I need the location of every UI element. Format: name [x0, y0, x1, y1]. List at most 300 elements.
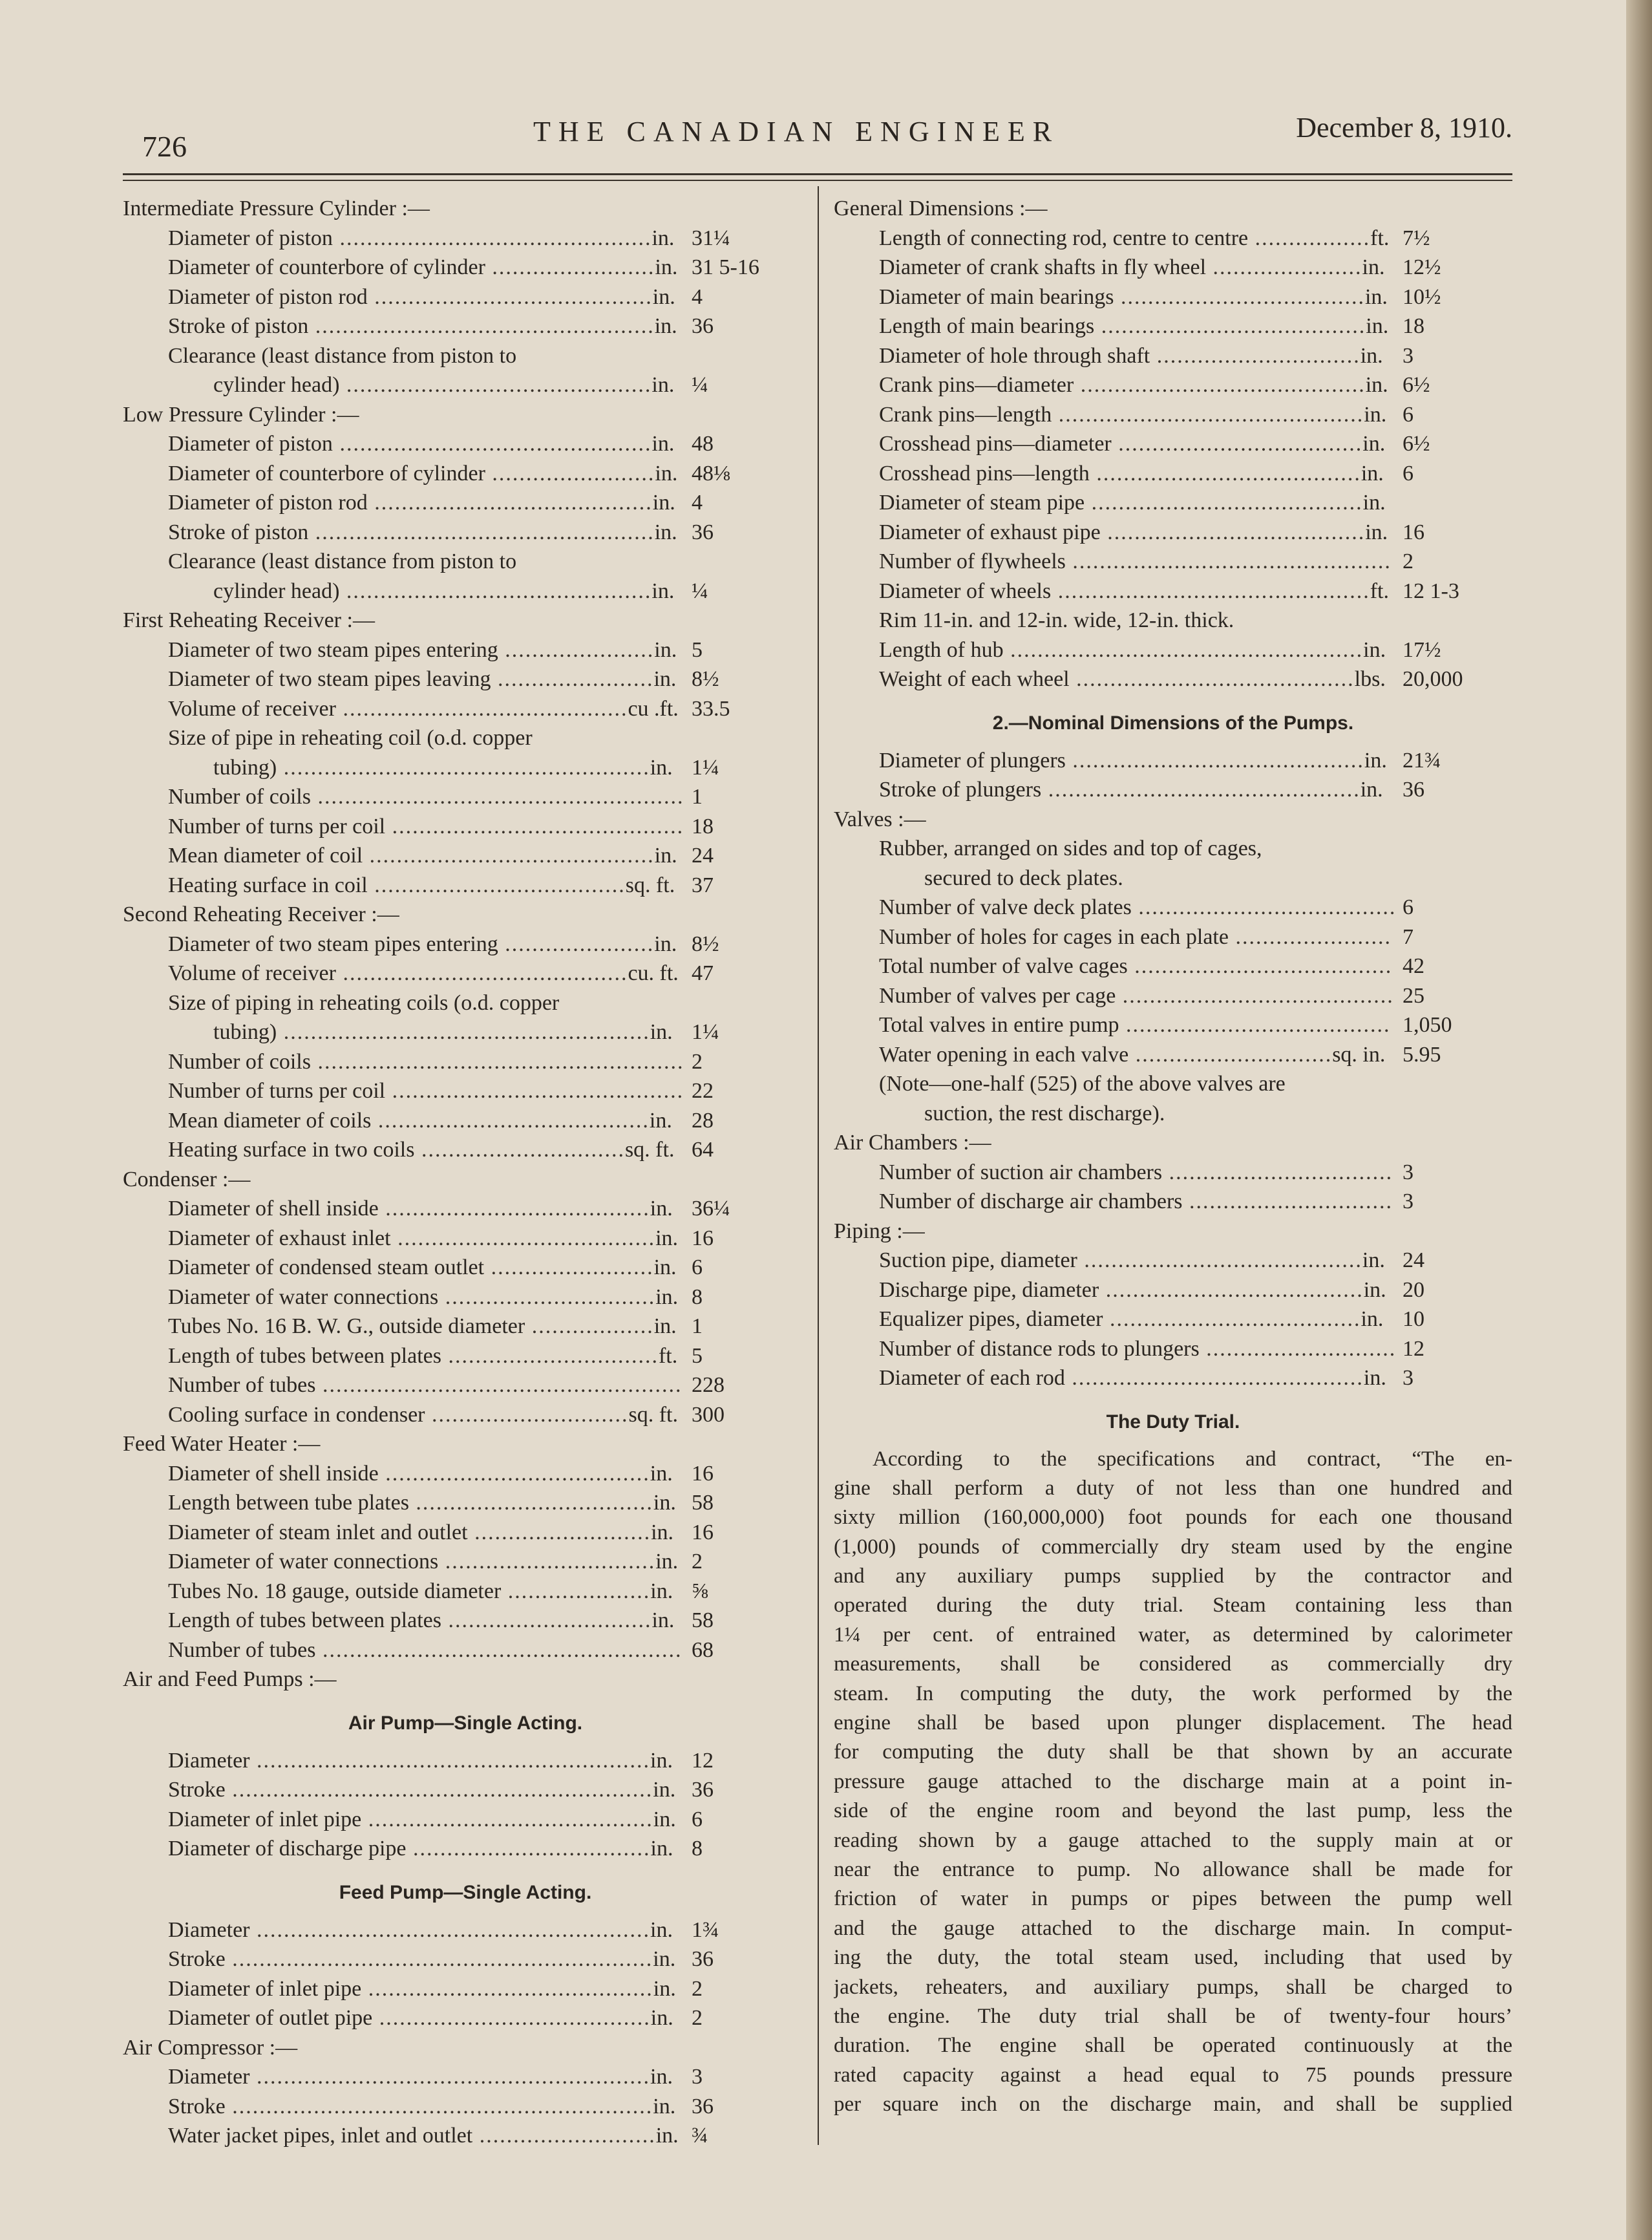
spec-text: Clearance (least distance from piston to [168, 549, 517, 573]
spec-label-group [168, 1518, 673, 1548]
spec-value: 18 [1403, 314, 1424, 338]
spec-unit: in. [1364, 402, 1387, 427]
section-heading: First Reheating Receiver :— [123, 608, 375, 632]
leader-dots: ....................................... [1119, 1013, 1391, 1037]
spec-value: 12 [692, 1748, 714, 1773]
spec-text: secured to deck plates. [924, 866, 1123, 890]
leader-dots: ..................................................... [315, 1637, 683, 1662]
spec-label-group [168, 782, 684, 812]
spec-row [123, 429, 808, 459]
spec-label-group [168, 1076, 684, 1106]
spec-label: Weight of each wheel [879, 667, 1070, 691]
section-heading: Valves :— [834, 807, 926, 831]
leader-dots: ...................................... [1099, 1277, 1364, 1302]
spec-unit: in. [651, 373, 675, 397]
paragraph-line: operated during the duty trial. Steam containing less than [834, 1594, 1512, 1617]
spec-label: Number of turns per coil [168, 814, 386, 838]
spec-text-line [834, 1069, 1512, 1099]
spec-value: 10½ [1403, 284, 1441, 309]
spec-label: Diameter of wheels [879, 579, 1052, 603]
leader-dots: ...................................... [1100, 520, 1366, 544]
spec-label-group [879, 1010, 1391, 1040]
leader-dots: ......................................... [367, 284, 653, 309]
spec-value: 2 [692, 1976, 703, 2001]
spec-label-group [168, 2121, 679, 2151]
spec-value: 37 [692, 873, 714, 897]
spec-label-group [168, 1341, 677, 1371]
page-spine-shadow [1626, 0, 1652, 2240]
spec-label: Number of coils [168, 1049, 311, 1074]
spec-value: 5 [692, 1343, 703, 1368]
leader-dots: ............................... [438, 1285, 656, 1309]
paragraph-line: jackets, reheaters, and auxiliary pumps, shall be charged to [834, 1975, 1512, 1999]
spec-value: 1¾ [692, 1917, 719, 1942]
paragraph-line: duration. The engine shall be operated continuously at the [834, 2034, 1512, 2058]
leader-dots: ...................................................... [310, 1049, 684, 1074]
spec-row [123, 1775, 808, 1805]
spec-label-group [879, 1275, 1386, 1305]
spec-row [123, 812, 808, 842]
leader-dots: .............................................. [332, 432, 652, 456]
spec-label: Length of tubes between plates [168, 1608, 441, 1632]
spec-unit: in. [650, 1837, 673, 1861]
spec-label: Number of turns per coil [168, 1079, 386, 1103]
spec-label-group [879, 459, 1384, 489]
spec-label-group [168, 841, 677, 871]
spec-row [834, 429, 1512, 459]
spec-unit: in. [1362, 491, 1386, 515]
spec-label: Length between tube plates [168, 1491, 409, 1515]
spec-label-group [168, 959, 679, 988]
section-heading: Low Pressure Cylinder :— [123, 402, 359, 427]
leader-dots: ...................... [498, 637, 655, 662]
spec-unit: ft. [1370, 579, 1390, 603]
spec-label-group [168, 1488, 676, 1518]
spec-label: Diameter of counterbore of cylinder [168, 255, 485, 279]
paragraph-line: the engine. The duty trial shall be of twenty-four hours’ [834, 2004, 1512, 2028]
spec-label: Stroke of piston [168, 520, 309, 544]
spec-unit: in. [654, 520, 677, 544]
leader-dots: .............................................................. [225, 1947, 653, 1971]
spec-label-group [879, 577, 1389, 606]
spec-value: 3 [1403, 1160, 1414, 1184]
spec-row [834, 312, 1512, 341]
spec-label-group [168, 1224, 678, 1253]
spec-label-group [168, 1775, 675, 1805]
section-heading: Piping :— [834, 1219, 925, 1243]
spec-label: Tubes No. 16 B. W. G., outside diameter [168, 1314, 525, 1338]
spec-unit: in. [652, 284, 675, 309]
spec-label: Diameter of water connections [168, 1550, 439, 1573]
spec-label: Cooling surface in condenser [168, 1402, 425, 1427]
spec-label-group [168, 1577, 673, 1606]
spec-label: Water jacket pipes, inlet and outlet [168, 2124, 473, 2148]
spec-row [123, 2003, 808, 2033]
spec-label-group [168, 930, 677, 959]
spec-unit: in. [1362, 255, 1385, 279]
spec-row [123, 694, 808, 724]
header-rule [123, 173, 1512, 175]
section-heading: Air Chambers :— [834, 1131, 991, 1155]
spec-value: ¾ [692, 2124, 708, 2148]
spec-row [123, 1805, 808, 1835]
spec-value: 6½ [1403, 432, 1430, 456]
spec-unit: in. [655, 1226, 679, 1250]
spec-label: Crosshead pins—diameter [879, 432, 1112, 456]
spec-row [123, 1283, 808, 1312]
spec-label: Length of main bearings [879, 314, 1095, 338]
spec-unit: in. [653, 1947, 676, 1971]
spec-value: 2 [1403, 549, 1414, 573]
paragraph-line: (1,000) pounds of commercially dry steam used by the engine [834, 1535, 1512, 1559]
spec-text-line [123, 547, 808, 577]
leader-dots: .................................................. [308, 314, 655, 338]
leader-dots: ........................................... [385, 1079, 684, 1103]
spec-unit: in. [1361, 1307, 1384, 1331]
spec-value: 7½ [1403, 226, 1430, 250]
leader-dots: ........................................... [1064, 1366, 1364, 1390]
leader-dots: .............................. [1182, 1189, 1393, 1213]
spec-value: 2 [692, 1049, 703, 1074]
spec-label: Diameter of piston [168, 226, 333, 250]
spec-row [123, 224, 808, 253]
spec-label-group [879, 952, 1392, 981]
spec-row [123, 1047, 808, 1077]
leader-dots: ..................................... [1103, 1307, 1361, 1331]
paragraph-line: and the gauge attached to the discharge main. In comput- [834, 1916, 1512, 1940]
spec-label-group [168, 1312, 677, 1341]
spec-row [123, 370, 808, 400]
spec-value: 1,050 [1403, 1013, 1452, 1037]
paragraph-line: and any auxiliary pumps supplied by the contractor and [834, 1564, 1512, 1588]
spec-unit: in. [1365, 373, 1388, 397]
spec-unit: in. [651, 432, 675, 456]
spec-unit: in. [1364, 284, 1388, 309]
spec-label-group [168, 1636, 683, 1665]
spec-label: Diameter of outlet pipe [168, 2006, 373, 2030]
spec-text: Clearance (least distance from piston to [168, 343, 517, 368]
spec-label: Length of hub [879, 637, 1004, 662]
spec-row [123, 488, 808, 518]
leader-dots: .......................................... [335, 696, 628, 721]
spec-value: 12 1-3 [1403, 579, 1459, 603]
spec-row [123, 2062, 808, 2092]
spec-row [123, 1488, 808, 1518]
page-number: 726 [142, 130, 187, 163]
spec-value: 3 [1403, 343, 1414, 368]
spec-text-line [834, 606, 1512, 635]
spec-value: 17½ [1403, 637, 1441, 662]
spec-row [123, 1636, 808, 1665]
leader-dots: ...................................................... [310, 785, 684, 809]
spec-row [123, 1106, 808, 1136]
leader-dots: .................................................. [308, 520, 655, 544]
spec-label: Diameter of shell inside [168, 1461, 379, 1486]
spec-row [834, 224, 1512, 253]
spec-label: Equalizer pipes, diameter [879, 1307, 1103, 1331]
leader-dots: ................................... [408, 1491, 653, 1515]
leader-dots: ........................................ [372, 2006, 651, 2030]
spec-unit: in. [654, 637, 677, 662]
spec-value: 228 [692, 1373, 725, 1397]
spec-label: Length of connecting rod, centre to centre [879, 226, 1249, 250]
spec-label: Number of discharge air chambers [879, 1189, 1183, 1213]
spec-label: Crank pins—length [879, 402, 1052, 427]
spec-label-group [879, 1305, 1383, 1334]
spec-value: 36 [692, 520, 714, 544]
spec-label: Number of coils [168, 785, 311, 809]
leader-dots: ...................................................... [277, 755, 650, 780]
spec-value: 58 [692, 1491, 714, 1515]
spec-row [123, 1194, 808, 1224]
leader-dots: ........................ [485, 255, 655, 279]
spec-unit: sq. in. [1332, 1042, 1386, 1067]
spec-text-line [123, 988, 808, 1018]
spec-value: 1 [692, 1314, 703, 1338]
spec-label-group [168, 1400, 678, 1430]
spec-unit: in. [1362, 432, 1386, 456]
spec-text: Rubber, arranged on sides and top of cages, [879, 837, 1262, 860]
spec-label-group [879, 923, 1392, 952]
spec-label-group [213, 370, 674, 400]
spec-text: Rim 11-in. and 12-in. wide, 12-in. thick. [879, 608, 1234, 632]
spec-label: Diameter of inlet pipe [168, 1807, 362, 1831]
spec-label: Diameter [168, 1748, 250, 1773]
spec-unit: sq. ft. [625, 873, 675, 897]
spec-label: Diameter of plungers [879, 748, 1066, 773]
spec-unit: in. [1363, 1277, 1386, 1302]
leader-dots: ...................... [1206, 255, 1362, 279]
spec-value: 7 [1403, 924, 1414, 949]
spec-value: ¼ [692, 373, 708, 397]
spec-row [123, 1834, 808, 1864]
paragraph-line: side of the engine room and beyond the last pump, less the [834, 1799, 1512, 1823]
leader-dots: ........................................ [1085, 491, 1363, 515]
spec-unit: in. [1363, 1366, 1386, 1390]
spec-label-group [879, 665, 1386, 694]
spec-unit: in. [655, 255, 678, 279]
column-divider [818, 186, 819, 2145]
leader-dots: ............................... [441, 1343, 659, 1368]
spec-row [123, 1018, 808, 1047]
spec-label-group [168, 1746, 673, 1776]
spec-value: 36 [692, 2094, 714, 2118]
spec-label: Diameter of two steam pipes entering [168, 932, 498, 956]
spec-unit: in. [1361, 461, 1384, 485]
leader-dots: ......................................... [1077, 1248, 1362, 1272]
spec-row [834, 1158, 1512, 1188]
spec-value: 300 [692, 1402, 725, 1427]
spec-label-group [168, 1253, 677, 1283]
spec-row [123, 2121, 808, 2151]
spec-value: 8 [692, 1285, 703, 1309]
spec-label-group [168, 253, 677, 283]
spec-label-group [168, 1945, 675, 1974]
spec-label-group [168, 871, 675, 901]
spec-row [123, 1371, 808, 1400]
duty-trial-paragraph [834, 1445, 1512, 2120]
spec-value: 4 [692, 284, 703, 309]
spec-row [123, 635, 808, 665]
leader-dots: .......................... [472, 2124, 656, 2148]
spec-label-group [168, 488, 675, 518]
spec-value: 6 [1403, 402, 1414, 427]
sub-heading: 2.—Nominal Dimensions of the Pumps. [992, 712, 1354, 734]
leader-dots: .............................................................. [225, 1778, 653, 1802]
spec-row [123, 1518, 808, 1548]
spec-label: Diameter of inlet pipe [168, 1976, 362, 2001]
spec-unit: in. [653, 1491, 676, 1515]
spec-row [123, 1076, 808, 1106]
spec-label-group [168, 2062, 673, 2092]
paragraph-line: steam. In computing the duty, the work performed by the [834, 1681, 1512, 1705]
spec-row [834, 981, 1512, 1011]
leader-dots: .............................................. [332, 226, 652, 250]
spec-label: Volume of receiver [168, 961, 336, 985]
spec-label-group [168, 812, 684, 842]
spec-row [834, 1334, 1512, 1364]
leader-dots: .......................................... [361, 1976, 653, 2001]
spec-label-group [879, 746, 1387, 776]
spec-row [834, 283, 1512, 312]
section-heading: Second Reheating Receiver :— [123, 902, 399, 926]
spec-label: Number of suction air chambers [879, 1160, 1163, 1184]
leader-dots: ............................... [438, 1550, 656, 1573]
spec-value: 6½ [1403, 373, 1430, 397]
spec-label: Total valves in entire pump [879, 1013, 1119, 1037]
spec-value: 10 [1403, 1307, 1424, 1331]
spec-unit: in. [655, 1550, 679, 1573]
spec-label-group [879, 429, 1385, 459]
paragraph-line: near the entrance to pump. No allowance shall be made for [834, 1857, 1512, 1881]
spec-value: 12½ [1403, 255, 1441, 279]
issue-date: December 8, 1910. [1296, 112, 1512, 144]
paragraph-line: for computing the duty shall be that shown by an accurate [834, 1740, 1512, 1764]
header-rule-thin [123, 180, 1512, 181]
spec-label: Heating surface in coil [168, 873, 368, 897]
spec-label-group [879, 253, 1385, 283]
section-heading: Feed Water Heater :— [123, 1432, 321, 1456]
spec-text: Size of piping in reheating coils (o.d. copper [168, 990, 560, 1015]
spec-label: Diameter of exhaust inlet [168, 1226, 391, 1250]
spec-value: 4 [692, 491, 703, 515]
spec-value: 16 [692, 1461, 714, 1486]
spec-label-group [879, 1246, 1385, 1275]
spec-unit: in. [1360, 778, 1383, 802]
spec-label: Diameter of main bearings [879, 284, 1114, 309]
spec-row [123, 1915, 808, 1945]
leader-dots: ....................................... [378, 1197, 650, 1221]
leader-dots: .................. [525, 1314, 654, 1338]
spec-row [123, 1224, 808, 1253]
leader-dots: .......................... [467, 1520, 651, 1544]
spec-label-group [168, 1135, 674, 1165]
spec-label-group [213, 1018, 673, 1047]
spec-row [834, 1040, 1512, 1070]
spec-unit: sq. ft. [628, 1402, 678, 1427]
spec-value: 48 [692, 432, 714, 456]
spec-unit: in. [651, 226, 675, 250]
spec-label: Diameter of condensed steam outlet [168, 1255, 485, 1279]
spec-label-group [168, 2092, 675, 2122]
spec-unit: in. [650, 1020, 673, 1044]
spec-label: cylinder head) [213, 579, 340, 603]
spec-row [834, 1363, 1512, 1393]
spec-label: Mean diameter of coils [168, 1108, 372, 1133]
spec-label-group [213, 577, 674, 606]
spec-row [123, 1312, 808, 1341]
leader-dots: ....................................... [378, 1461, 650, 1486]
spec-row [123, 1459, 808, 1489]
spec-label: Diameter of piston rod [168, 491, 368, 515]
leader-dots: .............................................. [1051, 579, 1370, 603]
leader-dots: .......................................... [1074, 373, 1366, 397]
spec-label: Water opening in each valve [879, 1042, 1129, 1067]
spec-label: Diameter of water connections [168, 1285, 439, 1309]
spec-label-group [168, 1283, 678, 1312]
spec-unit: in. [651, 1608, 675, 1632]
spec-row [123, 871, 808, 901]
spec-value: 20,000 [1403, 667, 1463, 691]
spec-unit: in. [654, 844, 677, 868]
leader-dots: ................................. [1162, 1160, 1393, 1184]
leader-dots: .......................................................... [249, 1917, 650, 1942]
spec-unit: in. [653, 1314, 677, 1338]
spec-text-line [834, 864, 1512, 893]
spec-label: Number of distance rods to plungers [879, 1336, 1200, 1361]
spec-unit: in. [649, 1108, 672, 1133]
spec-label-group [168, 312, 677, 341]
spec-unit: in. [650, 2065, 673, 2089]
leader-dots: ....................................... [1094, 314, 1366, 338]
spec-value: 16 [692, 1520, 714, 1544]
spec-value: 48⅛ [692, 461, 730, 485]
leader-dots: ..................................................... [315, 1373, 683, 1397]
spec-row [123, 1400, 808, 1430]
paragraph-line: sixty million (160,000,000) foot pounds for each one thousand [834, 1506, 1512, 1530]
spec-row [834, 488, 1512, 518]
leader-dots: ........................ [484, 1255, 654, 1279]
spec-value: 2 [692, 1550, 703, 1573]
spec-unit: in. [654, 314, 677, 338]
spec-label-group [879, 775, 1383, 805]
spec-row [834, 665, 1512, 694]
spec-label: Tubes No. 18 gauge, outside diameter [168, 1579, 502, 1603]
spec-value: ⅝ [692, 1579, 708, 1603]
spec-label-group [879, 312, 1388, 341]
spec-row [123, 283, 808, 312]
spec-unit: in. [1364, 748, 1387, 773]
spec-label: Number of valves per cage [879, 983, 1116, 1008]
paragraph-line: rated capacity against a head equal to 75 pounds pressure [834, 2063, 1512, 2087]
section-heading: Condenser :— [123, 1167, 251, 1191]
spec-text: suction, the rest discharge). [924, 1101, 1165, 1125]
spec-label: Diameter [168, 1917, 250, 1942]
spec-label-group [879, 400, 1386, 430]
leader-dots: .................................... [1114, 284, 1365, 309]
spec-value: 1 [692, 785, 703, 809]
spec-value: 16 [692, 1226, 714, 1250]
spec-value: 58 [692, 1608, 714, 1632]
spec-unit: in. [650, 1461, 673, 1486]
spec-unit: in. [1363, 637, 1386, 662]
spec-row [834, 1305, 1512, 1334]
paragraph-line: 1¼ per cent. of entrained water, as determined by calorimeter [834, 1623, 1512, 1647]
spec-label-group [879, 981, 1394, 1011]
spec-row [834, 459, 1512, 489]
spec-value: 47 [692, 961, 714, 985]
spec-value: 24 [692, 844, 714, 868]
